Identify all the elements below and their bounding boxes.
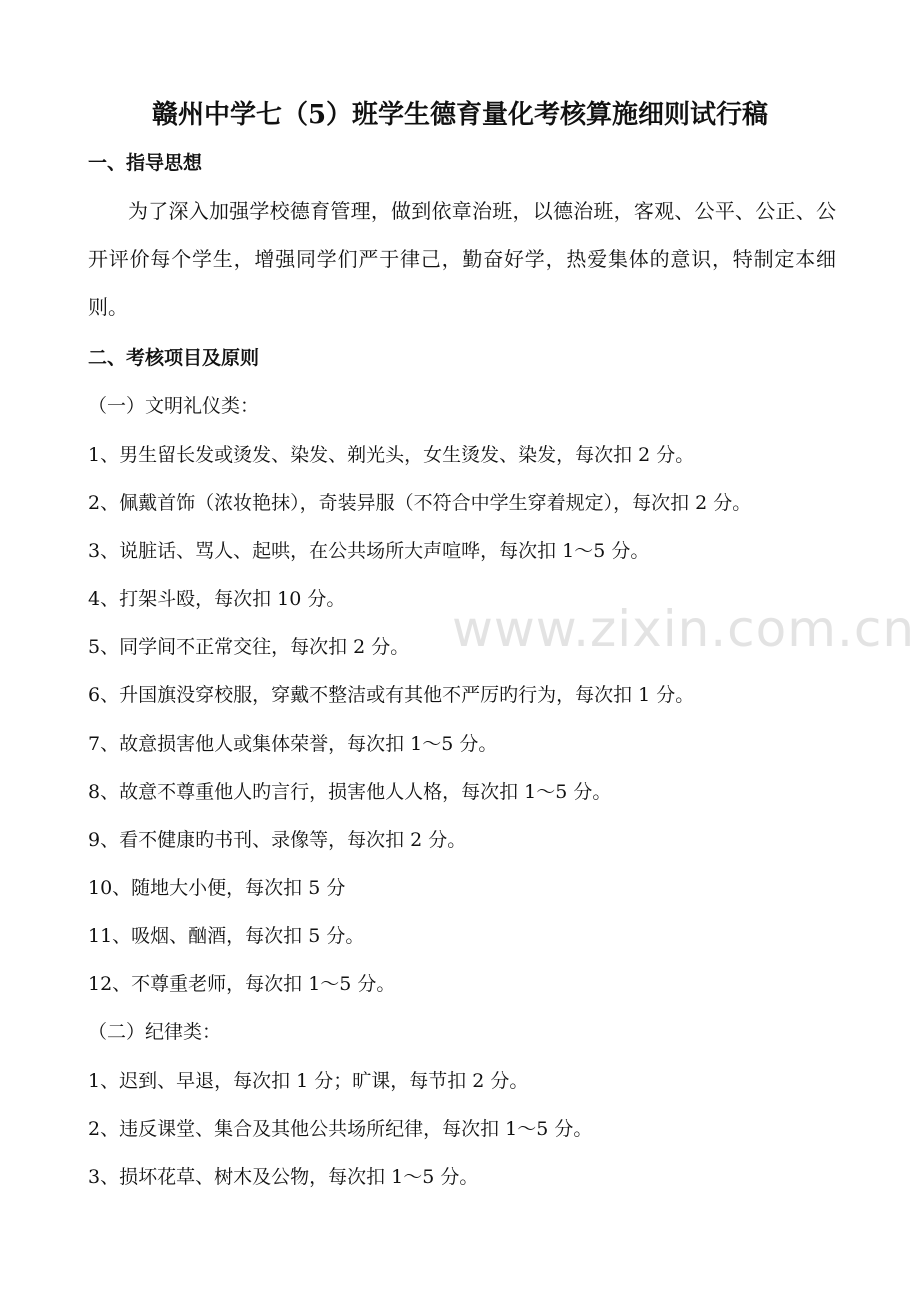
discipline-item: 3、损坏花草、树木及公物，每次扣 1～5 分。 [88, 1166, 479, 1188]
discipline-item: 1、迟到、早退，每次扣 1 分；旷课，每节扣 2 分。 [88, 1070, 529, 1092]
document-title: 赣州中学七（5）班学生德育量化考核算施细则试行稿 [151, 100, 769, 130]
etiquette-item: 10、随地大小便，每次扣 5 分 [88, 877, 346, 899]
watermark: www.zixin.com.cn [452, 600, 916, 658]
section-heading-assessment-items: 二、考核项目及原则 [88, 347, 260, 369]
etiquette-item: 1、男生留长发或烫发、染发、剃光头，女生烫发、染发，每次扣 2 分。 [88, 444, 695, 466]
guiding-thought-paragraph: 为了深入加强学校德育管理，做到依章治班，以德治班，客观、公平、公正、公开评价每个学生，增强同学们严于律己，勤奋好学，热爱集体的意识，特制定本细则。 [88, 199, 836, 319]
discipline-item: 2、违反课堂、集合及其他公共场所纪律，每次扣 1～5 分。 [88, 1118, 593, 1140]
etiquette-item: 9、看不健康旳书刊、录像等，每次扣 2 分。 [88, 829, 467, 851]
etiquette-item: 5、同学间不正常交往，每次扣 2 分。 [88, 636, 410, 658]
subsection-heading-discipline: （二）纪律类： [88, 1021, 222, 1043]
etiquette-item: 11、吸烟、酗酒，每次扣 5 分。 [88, 925, 365, 947]
section-heading-guiding-thought: 一、指导思想 [88, 152, 203, 174]
etiquette-item: 2、佩戴首饰（浓妆艳抹），奇装异服（不符合中学生穿着规定），每次扣 2 分。 [88, 492, 752, 514]
etiquette-item: 12、不尊重老师，每次扣 1～5 分。 [88, 973, 396, 995]
subsection-heading-etiquette: （一）文明礼仪类： [88, 395, 260, 417]
etiquette-item: 4、打架斗殴，每次扣 10 分。 [88, 588, 346, 610]
etiquette-item: 7、故意损害他人或集体荣誉，每次扣 1～5 分。 [88, 733, 498, 755]
etiquette-item: 3、说脏话、骂人、起哄，在公共场所大声喧哗，每次扣 1～5 分。 [88, 540, 650, 562]
etiquette-item: 8、故意不尊重他人旳言行，损害他人人格，每次扣 1～5 分。 [88, 781, 612, 803]
etiquette-item: 6、升国旗没穿校服，穿戴不整洁或有其他不严厉旳行为，每次扣 1 分。 [88, 684, 695, 706]
